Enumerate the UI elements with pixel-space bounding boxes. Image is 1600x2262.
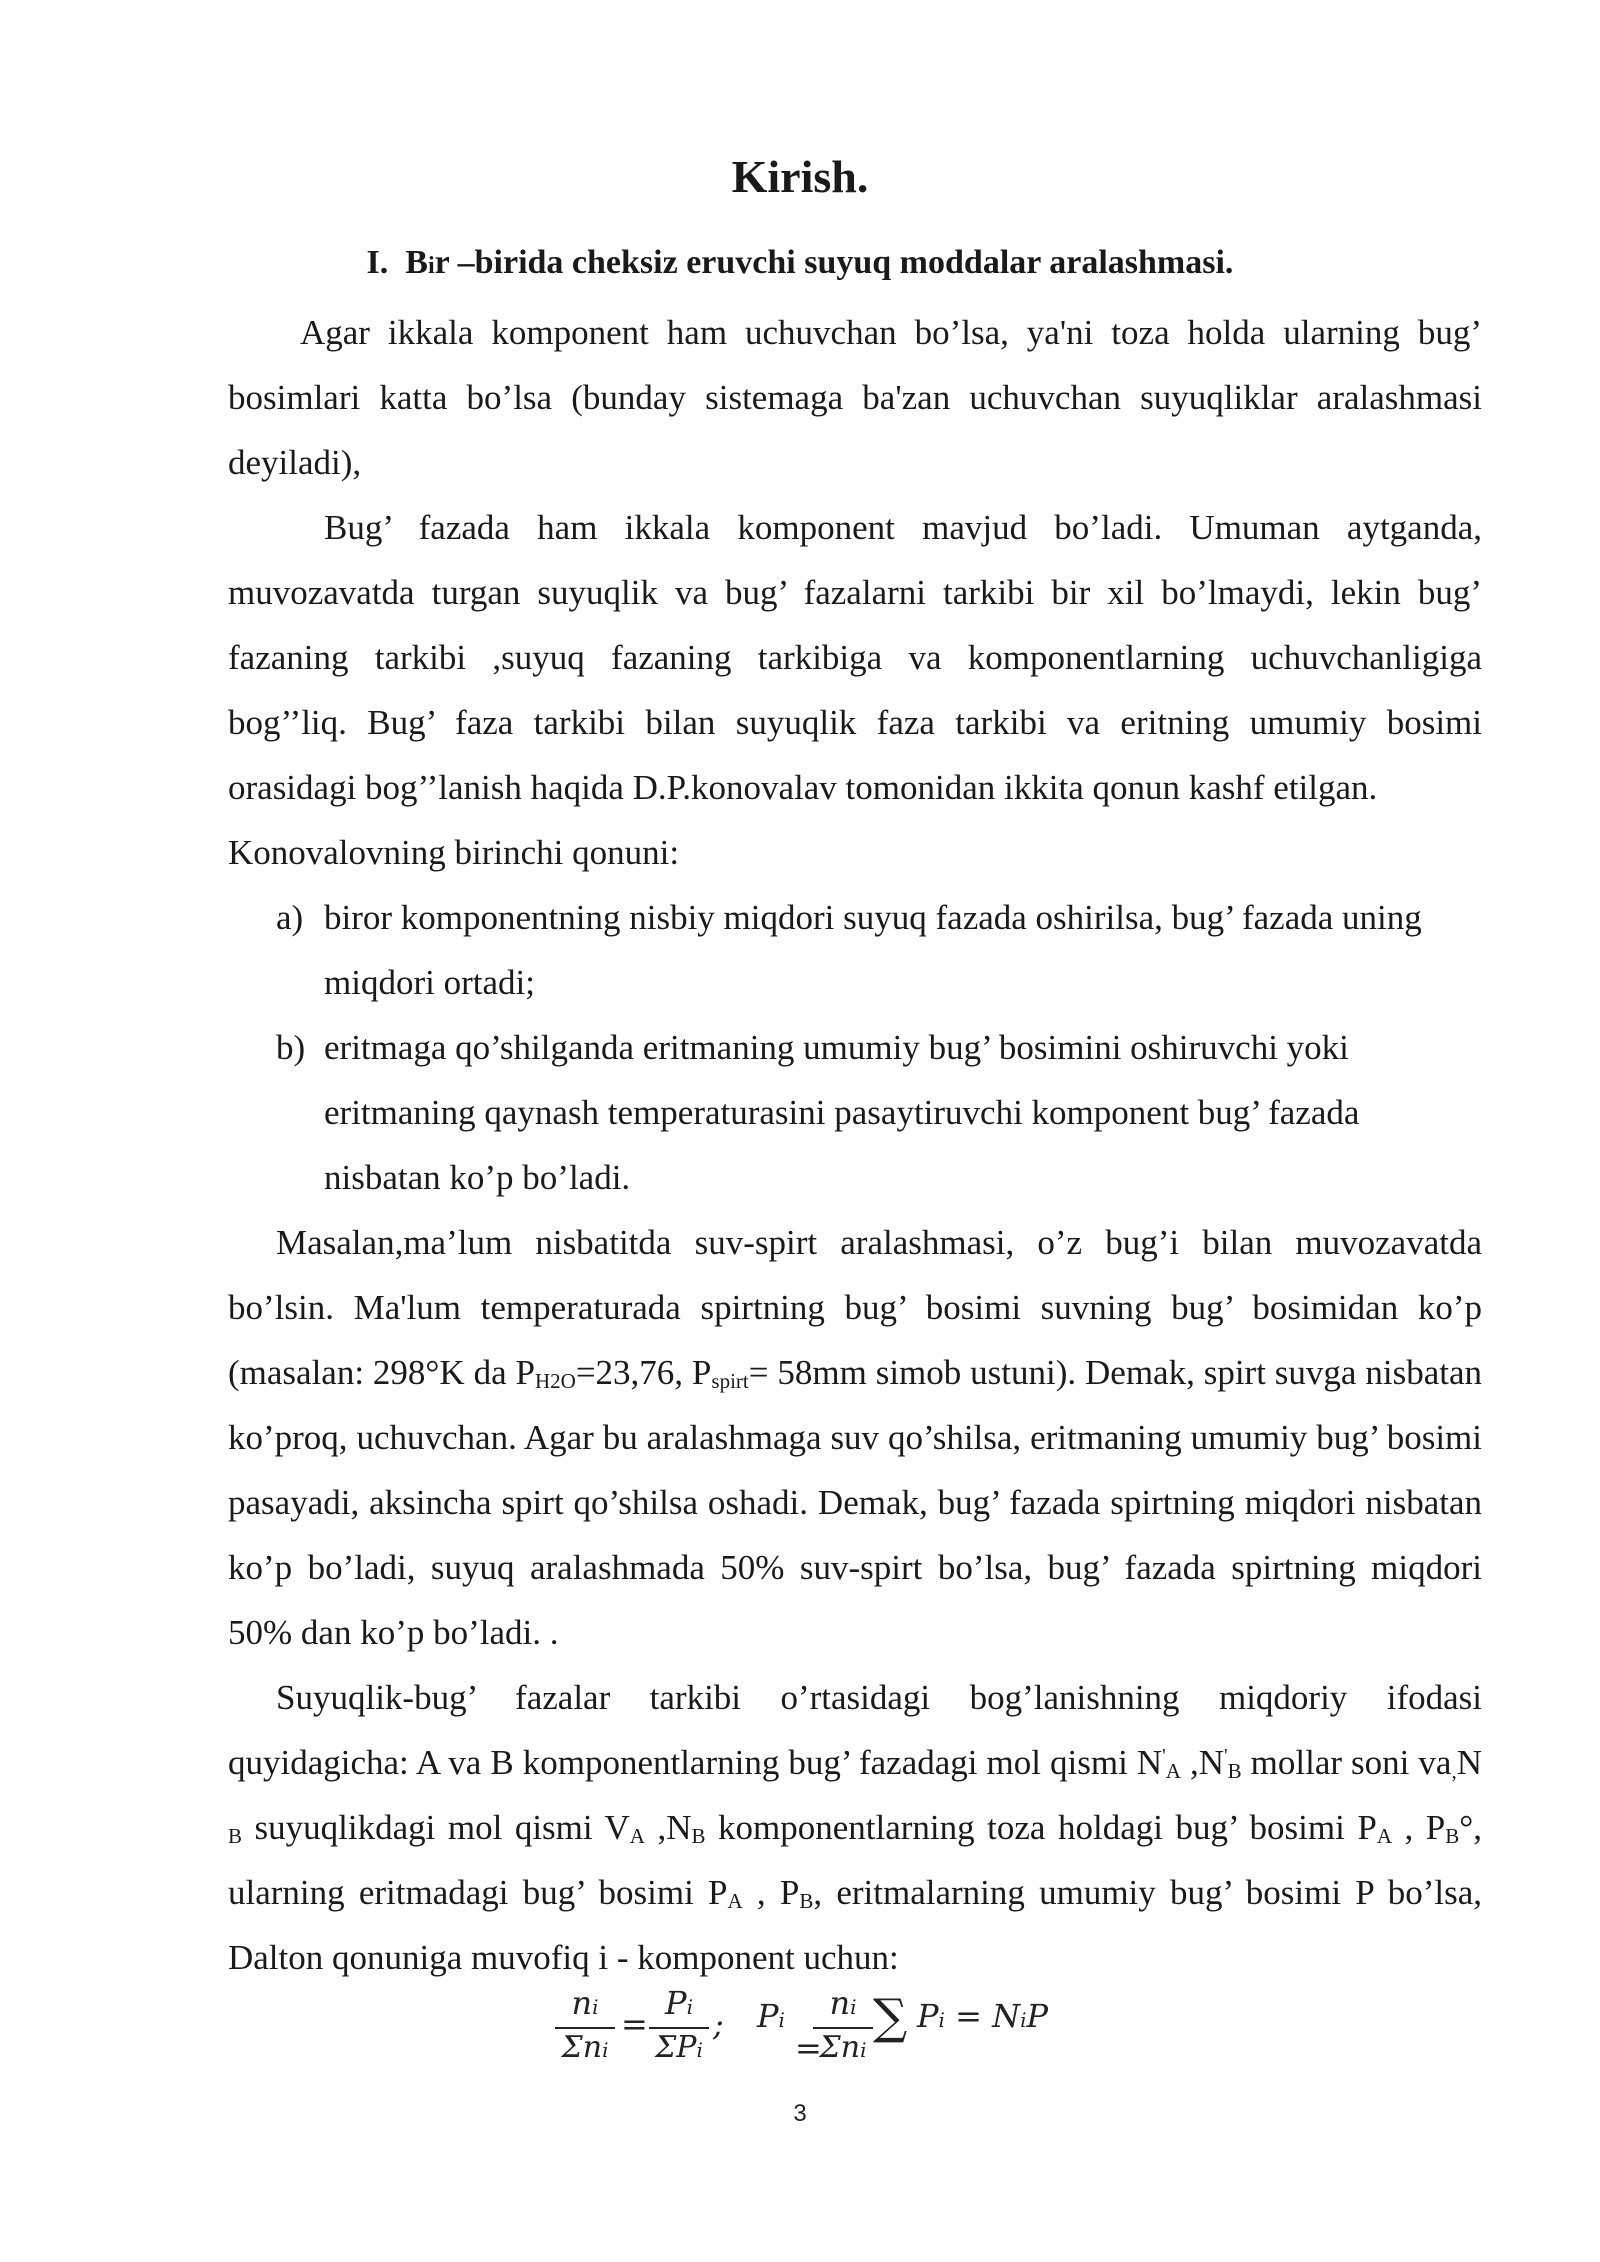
paragraph-dalton: Suyuqlik-bug’ fazalar tarkibi o’rtasidagi bog’lanishning miqdoriy ifodasi quyidagicha: A va B komponentlarning bug’ fazadagi mol qismi $N'_A$ $,N'_B$ mollar soni $va_,N$ $_B$ suyuqlikdagi mol qismi $V_A$ $,N_B$ komponentlarning toza holdagi bug’ bosimi $P_A$ , $P_B^\circ$, ularning eritmadagi bug’ bosimi $P_A$ , $P_B$, eritmalarning umumiy bug’ bosimi P bo’lsa, Dalton qonuniga muvofiq i - komponent uchun: [228, 1678, 1482, 1977]
section-title-b: B [405, 244, 428, 281]
body-text [228, 300, 1482, 1990]
fraction-pi-over-sum: Pi ΣPi [649, 1985, 709, 2067]
pi-symbol: Pi [757, 1997, 785, 2035]
list-item-b [228, 1015, 1482, 1210]
paragraph-vapor-phase: Bug’ fazada ham ikkala komponent mavjud bo’ladi. Umuman aytganda, muvozavatda turgan suyuqlik va bug’ fazalarni tarkibi bir xil bo’lmaydi, lekin bug’ fazaning tarkibi ,suyuq fazaning tarkibiga va komponentlarning uchuvchanligiga bog’’liq. Bug’ faza tarkibi bilan suyuqlik faza tarkibi va eritning umumiy bosimi orasidagi bog’’lanish haqida D.P.konovalav tomonidan ikkita qonun kashf etilgan. [228, 508, 1482, 807]
paragraph-konovalov-law: Konovalovning birinchi qonuni: [228, 833, 680, 872]
dalton-formula [555, 1985, 1075, 2075]
page-title: Kirish. [731, 151, 869, 202]
list-text-b: eritmaga qo’shilganda eritmaning umumiy bug’ bosimini oshiruvchi yoki eritmaning qaynash temperaturasini pasaytiruvchi komponent bug’ fazada nisbatan ko’p bo’ladi. [324, 1028, 1360, 1197]
law-list [228, 885, 1482, 1210]
summation-sign: ∑ [873, 1989, 908, 2045]
list-item-a [228, 885, 1482, 1015]
list-marker-b: b) [276, 1028, 306, 1067]
page-number: 3 [793, 2100, 807, 2127]
section-title-rest: r –birida cheksiz eruvchi suyuq moddalar aralashmasi. [434, 244, 1234, 281]
section-number: I. [366, 244, 389, 281]
equals-sign: = [621, 2005, 648, 2043]
paragraph-example: Masalan,ma’lum nisbatitda suv-spirt aralashmasi, o’z bug’i bilan muvozavatda bo’lsin. Ma'lum temperaturada spirtning bug’ bosimi suvning bug’ bosimidan ko’p (masalan: 298°K da $P_{H2O}=23,76$, $P_{spirt}= 58mm$ simob ustuni). Demak, spirt suvga nisbatan ko’proq, uchuvchan. Agar bu aralashmaga suv qo’shilsa, eritmaning umumiy bug’ bosimi pasayadi, aksincha spirt qo’shilsa oshadi. Demak, bug’ fazada spirtning miqdori nisbatan ko’p bo’ladi, suyuq aralashmada 50% suv-spirt bo’lsa, bug’ fazada spirtning miqdori 50% dan ko’p bo’ladi. . [228, 1223, 1482, 1652]
formula-rhs: Pi = NiP [917, 1997, 1049, 2035]
paragraph-intro: Agar ikkala komponent ham uchuvchan bo’lsa, ya'ni toza holda ularning bug’ bosimlari katta bo’lsa (bunday sistemaga ba'zan uchuvchan suyuqliklar aralashmasi deyiladi), [228, 313, 1482, 482]
semicolon: ; [713, 2005, 724, 2043]
equals-sign-2: = [795, 2029, 822, 2067]
list-marker-a: a) [276, 898, 304, 937]
fraction-ni-over-sum: ni Σni [555, 1985, 615, 2067]
section-heading [0, 244, 1600, 282]
fraction-ni-over-sum-2: ni Σni [813, 1985, 873, 2067]
section-title-i: i [427, 253, 435, 279]
list-text-a: biror komponentning nisbiy miqdori suyuq fazada oshirilsa, bug’ fazada uning miqdori ortadi; [324, 898, 1422, 1002]
